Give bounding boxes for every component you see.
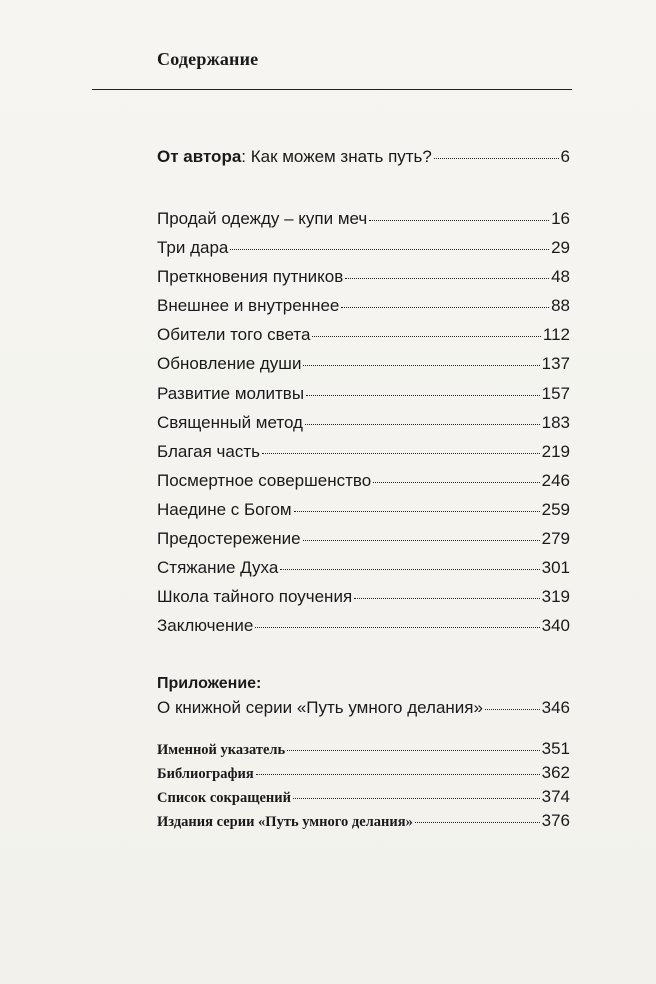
dot-leader xyxy=(303,540,540,541)
page-number: 246 xyxy=(541,471,570,490)
dot-leader xyxy=(280,569,539,570)
dot-leader xyxy=(312,336,540,337)
entry-title: Преткновения путников xyxy=(157,267,344,286)
dot-leader xyxy=(369,220,549,221)
page-title: Содержание xyxy=(157,49,259,69)
entry-title: Издания серии «Путь умного делания» xyxy=(157,814,413,830)
toc-entry[interactable] xyxy=(157,442,570,462)
toc-entry[interactable] xyxy=(157,354,570,374)
page-number: 362 xyxy=(541,763,570,782)
page-number: 301 xyxy=(541,558,570,577)
toc-entry-back[interactable] xyxy=(157,787,570,807)
toc-entry[interactable] xyxy=(157,616,570,636)
toc-entry-back[interactable] xyxy=(157,763,570,783)
entry-title: Внешнее и внутреннее xyxy=(157,296,340,315)
toc-entry[interactable] xyxy=(157,529,570,549)
entry-title: Священный метод xyxy=(157,413,303,432)
entry-title: Заключение xyxy=(157,616,254,635)
dot-leader xyxy=(341,307,549,308)
entry-title: Библиография xyxy=(157,766,254,782)
page-number: 157 xyxy=(541,384,570,403)
entry-title: Список сокращений xyxy=(157,790,291,806)
dot-leader xyxy=(262,453,540,454)
dot-leader xyxy=(293,798,540,799)
page-number: 219 xyxy=(541,442,570,461)
page-number: 351 xyxy=(541,739,570,758)
toc-entry-intro[interactable] xyxy=(157,147,570,167)
entry-title: Посмертное совершенство xyxy=(157,471,372,490)
header-rule xyxy=(92,89,572,90)
toc-entry[interactable] xyxy=(157,325,570,345)
dot-leader xyxy=(294,511,540,512)
toc-entry[interactable] xyxy=(157,384,570,404)
intro-title: : Как можем знать путь? xyxy=(241,147,432,166)
dot-leader xyxy=(306,395,540,396)
page-number: 346 xyxy=(541,698,570,717)
entry-title: Обновление души xyxy=(157,354,302,373)
dot-leader xyxy=(354,598,539,599)
toc-entry[interactable] xyxy=(157,558,570,578)
toc-entry-appendix[interactable] xyxy=(157,698,570,718)
entry-title: Обители того света xyxy=(157,325,311,344)
page-number: 279 xyxy=(541,529,570,548)
page-number: 319 xyxy=(541,587,570,606)
toc-entry[interactable] xyxy=(157,238,570,258)
toc-entry[interactable] xyxy=(157,209,570,229)
dot-leader xyxy=(485,709,540,710)
appendix-label: Приложение: xyxy=(157,675,262,692)
entry-title: О книжной серии «Путь умного делания» xyxy=(157,698,483,717)
dot-leader xyxy=(255,627,539,628)
toc-entry[interactable] xyxy=(157,267,570,287)
toc-entry[interactable] xyxy=(157,296,570,316)
entry-title: Школа тайного поучения xyxy=(157,587,353,606)
page-number: 88 xyxy=(551,296,570,315)
page-number: 183 xyxy=(541,413,570,432)
toc-entry[interactable] xyxy=(157,500,570,520)
toc-entry[interactable] xyxy=(157,471,570,491)
dot-leader xyxy=(345,278,549,279)
dot-leader xyxy=(434,158,559,159)
dot-leader xyxy=(373,482,539,483)
dot-leader xyxy=(256,774,540,775)
page-number: 16 xyxy=(551,209,570,228)
page-number: 340 xyxy=(541,616,570,635)
page-number: 374 xyxy=(541,787,570,806)
entry-title: Стяжание Духа xyxy=(157,558,279,577)
entry-title: Предостережение xyxy=(157,529,301,548)
page-number: 29 xyxy=(551,238,570,257)
entry-title: Именной указатель xyxy=(157,742,286,758)
page-number: 6 xyxy=(560,147,570,166)
toc-entry-back[interactable] xyxy=(157,811,570,831)
dot-leader xyxy=(305,424,540,425)
entry-title: Развитие молитвы xyxy=(157,384,305,403)
page-number: 112 xyxy=(542,325,570,344)
toc-entry-back[interactable] xyxy=(157,739,570,759)
intro-label: От автора xyxy=(157,147,242,166)
page-number: 137 xyxy=(541,354,570,373)
dot-leader xyxy=(287,750,539,751)
page-number: 259 xyxy=(541,500,570,519)
dot-leader xyxy=(415,822,540,823)
dot-leader xyxy=(230,249,549,250)
page-number: 376 xyxy=(541,811,570,830)
entry-title: Наедине с Богом xyxy=(157,500,292,519)
toc-entry[interactable] xyxy=(157,413,570,433)
entry-title: Благая часть xyxy=(157,442,261,461)
dot-leader xyxy=(303,365,539,366)
toc-entry[interactable] xyxy=(157,587,570,607)
page-number: 48 xyxy=(551,267,570,286)
entry-title: Продай одежду – купи меч xyxy=(157,209,368,228)
entry-title: Три дара xyxy=(157,238,229,257)
